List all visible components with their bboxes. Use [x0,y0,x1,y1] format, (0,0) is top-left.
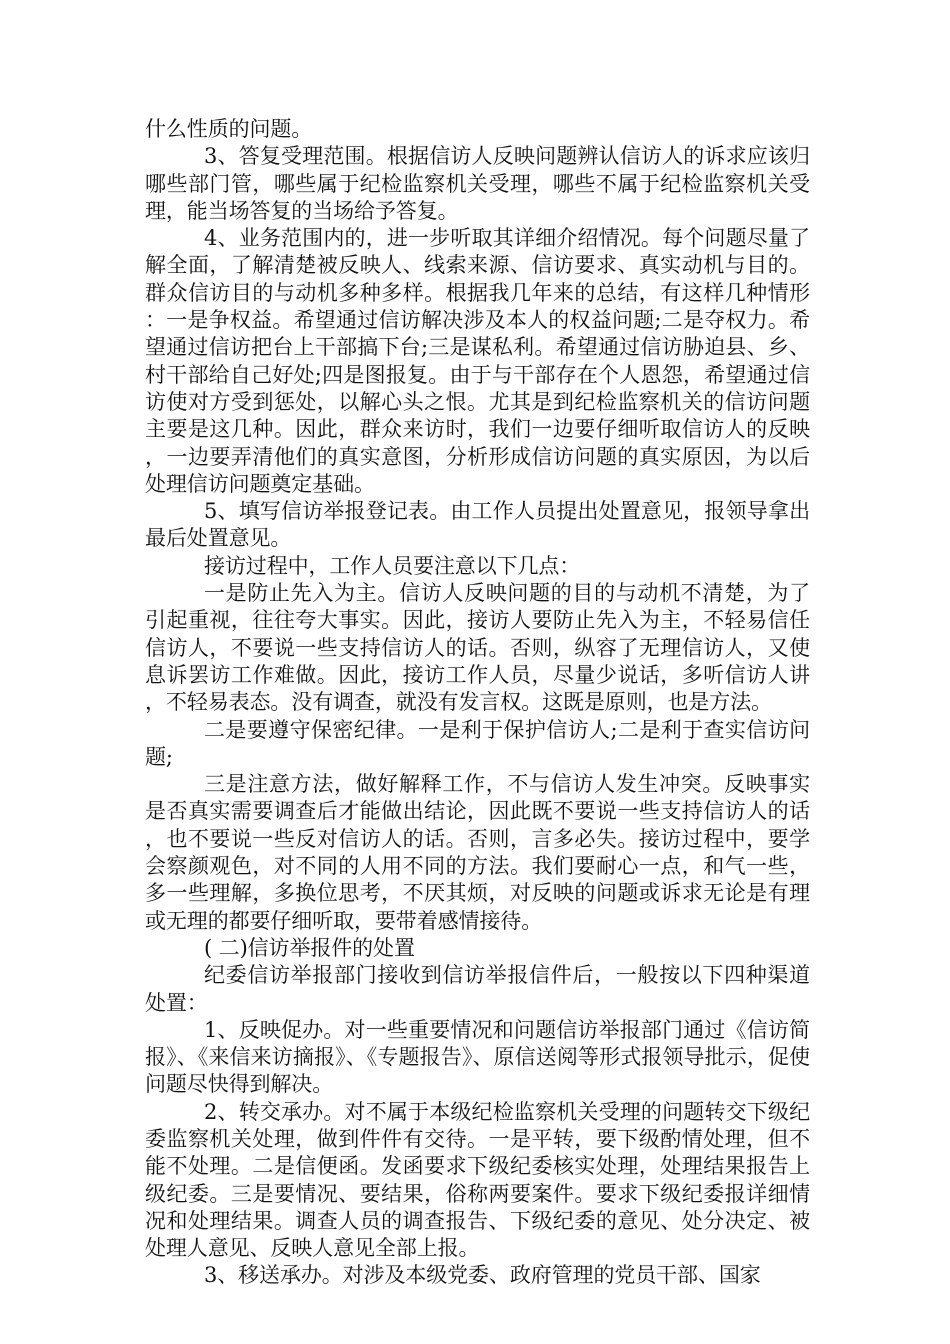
paragraph-1: 什么性质的问题。 [145,117,313,141]
section-heading: ( 二)信访举报件的处置 [204,935,415,960]
paragraph-12: 2、转交承办。对不属于本级纪检监察机关受理的问题转交下级纪委监察机关处理，做到件件有交待。一是平转，要下级酌情处理，但不能不处理。二是信便函。发函要求下级纪委核实处理，处理结果报告上级纪委。三是要情况、要结果，俗称两要案件。要求下级纪委报详细情况和处理结果。调查人员的调查报告、下级纪委的意见、处分决定、被处理人意见、反映人意见全部上报。 [145,1099,810,1261]
paragraph-2: 3、答复受理范围。根据信访人反映问题辨认信访人的诉求应该归哪些部门管，哪些属于纪检监察机关受理，哪些不属于纪检监察机关受理，能当场答复的当场给予答复。 [145,144,810,223]
paragraph-10: 纪委信访举报部门接收到信访举报信件后，一般按以下四种渠道处置： [145,963,810,1015]
document-body [145,116,810,1290]
paragraph-6: 一是防止先入为主。信访人反映问题的目的与动机不清楚，为了引起重视，往往夸大事实。因此，接访人要防止先入为主，不轻易信任信访人，不要说一些支持信访人的话。否则，纵容了无理信访人，又使息诉罢访工作难做。因此，接访工作人员，尽量少说话，多听信访人讲，不轻易表态。没有调查，就没有发言权。这既是原则，也是方法。 [145,581,810,715]
paragraph-5: 接访过程中，工作人员要注意以下几点： [204,553,581,578]
paragraph-3: 4、业务范围内的，进一步听取其详细介绍情况。每个问题尽量了解全面，了解清楚被反映人、线索来源、信访要求、真实动机与目的。群众信访目的与动机多种多样。根据我几年来的总结，有这样几种情形：一是争权益。希望通过信访解决涉及本人的权益问题;二是夺权力。希望通过信访把台上干部搞下台;三是谋私利。希望通过信访胁迫县、乡、村干部给自己好处;四是图报复。由于与干部存在个人恩怨，希望通过信访使对方受到惩处，以解心头之恨。尤其是到纪检监察机关的信访问题主要是这几种。因此，群众来访时，我们一边要仔细听取信访人的反映，一边要弄清他们的真实意图，分析形成信访问题的真实原因，为以后处理信访问题奠定基础。 [145,226,810,496]
paragraph-4: 5、填写信访举报登记表。由工作人员提出处置意见，报领导拿出最后处置意见。 [145,499,810,551]
paragraph-8: 三是注意方法，做好解释工作，不与信访人发生冲突。反映事实是否真实需要调查后才能做出结论，因此既不要说一些支持信访人的话，也不要说一些反对信访人的话。否则，言多必失。接访过程中，要学会察颜观色，对不同的人用不同的方法。我们要耐心一点，和气一些，多一些理解，多换位思考，不厌其烦，对反映的问题或诉求无论是有理或无理的都要仔细听取，要带着感情接待。 [145,772,810,933]
paragraph-7: 二是要遵守保密纪律。一是利于保护信访人;二是利于查实信访问题; [145,717,810,769]
paragraph-11: 1、反映促办。对一些重要情况和问题信访举报部门通过《信访简报》、《来信来访摘报》、《专题报告》、原信送阅等形式报领导批示，促使问题尽快得到解决。 [145,1017,810,1097]
paragraph-13: 3、移送承办。对涉及本级党委、政府管理的党员干部、国家 [204,1263,761,1288]
